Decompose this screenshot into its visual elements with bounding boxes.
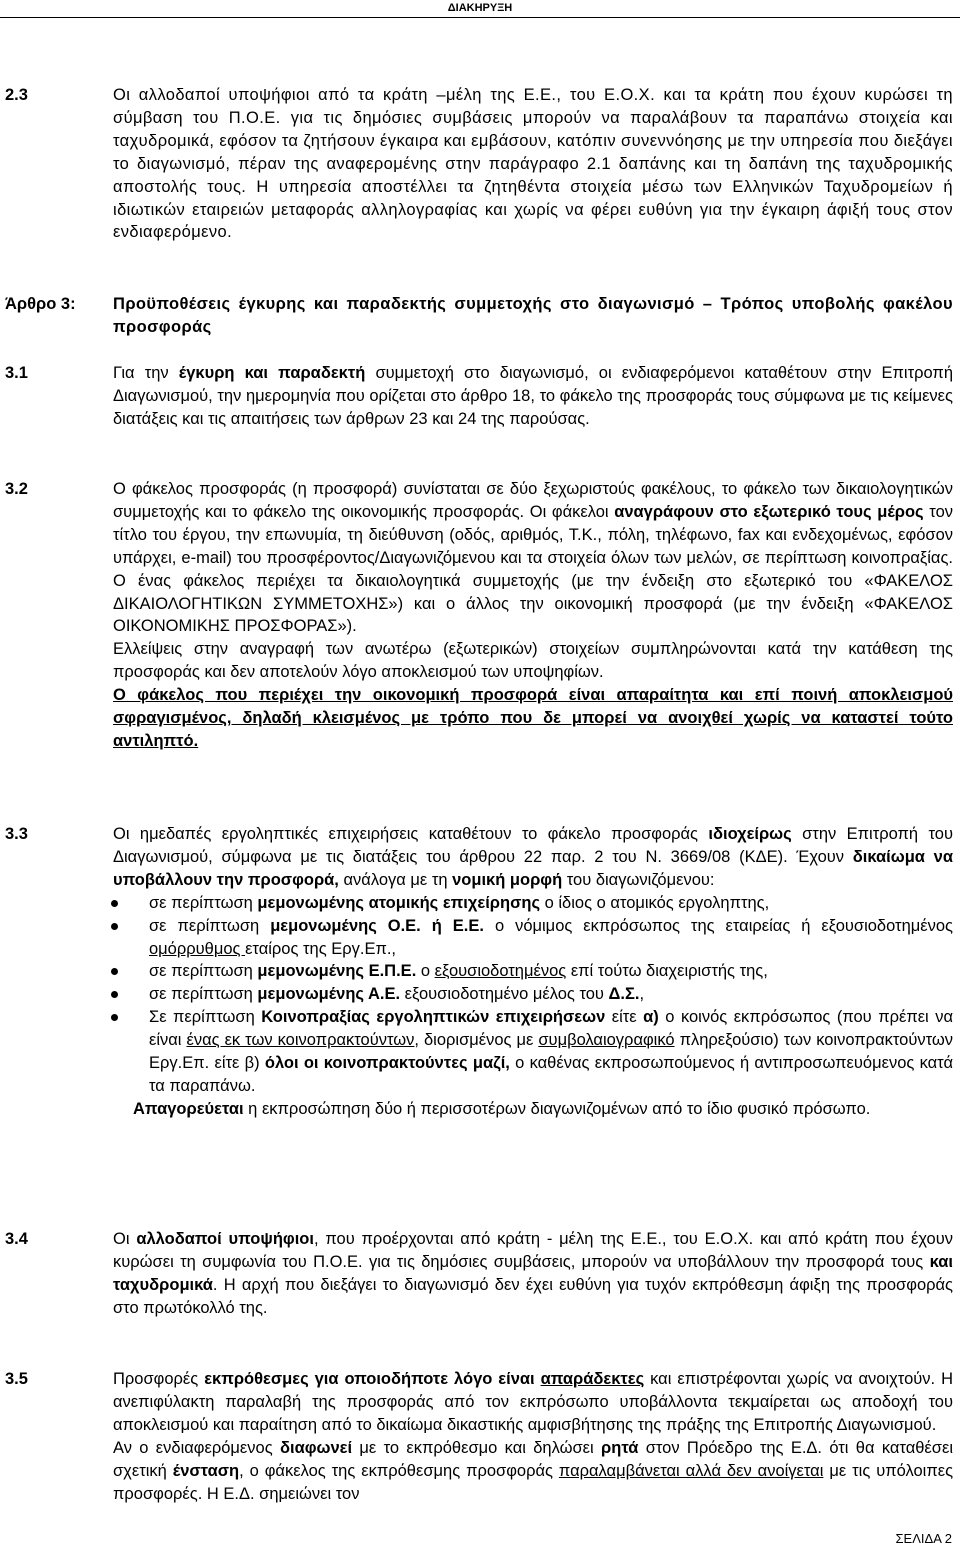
- text-run: ο νόμιμος εκπρόσωπος της εταιρείας ή εξουσιοδοτημένος: [483, 916, 953, 935]
- section-2-3-text: [113, 84, 953, 244]
- bold-run: Δ.Σ.: [608, 985, 640, 1004]
- text-run: τον τίτλο του έργου, την επωνυμία, τη διεύθυνση (οδός, αριθμός, Τ.Κ., πόλη, τηλέφωνο, fax και ενδεχομένως, εφόσον υπάρχει, e-mail) του προσφέροντος/Διαγωνιζόμενου και τα στοιχεία όλων των μελών, σε περίπτωση κοινοπραξίας. Ο ένας φάκελος περιέχει τα δικαιολογητικά συμμετοχής (με την ένδειξη στο εξωτερικό του «ΦΑΚΕΛΟΣ ΔΙΚΑΙΟΛΟΓΗΤΙΚΩΝ ΣΥΜΜΕΤΟΧΗΣ») και ο άλλος την οικονομική προσφορά (με την ένδειξη «ΦΑΚΕΛΟΣ ΟΙΚΟΝΟΜΙΚΗΣ ΠΡΟΣΦΟΡΑΣ»).: [113, 502, 953, 636]
- text-run: ο καθένας εκπροσωπούμενος ή αντιπροσωπευόμενος κατά τα παραπάνω.: [149, 1054, 953, 1095]
- text-run: Προσφορές: [113, 1370, 205, 1388]
- text-run: στην Επιτροπή του Διαγωνισμού, σύμφωνα με τις διατάξεις του άρθρου 22 παρ. 2 του Ν. 3669/08 (ΚΔΕ). Έχουν: [113, 825, 953, 866]
- text-run: Αν ο ενδιαφερόμενος: [113, 1438, 280, 1457]
- section-number-3-1: 3.1: [5, 364, 28, 382]
- legal-form-list: [105, 892, 953, 1098]
- bold-run: όλοι οι κοινοπρακτούντες μαζί,: [264, 1054, 510, 1073]
- text-run: σε περίπτωση: [149, 985, 258, 1004]
- bold-run: νομική μορφή: [452, 870, 563, 889]
- text-run: Για την: [113, 364, 179, 382]
- bold-run: μεμονωμένης Α.Ε.: [257, 985, 401, 1004]
- text-run: Ο φάκελος προσφοράς (η προσφορά) συνίσταται σε δύο ξεχωριστούς φακέλους, το φάκελο των δικαιολογητικών συμμετοχής και το φάκελο της οικονομικής προσφοράς. Οι φάκελοι: [113, 480, 953, 521]
- bold-run: και ταχυδρομικά: [113, 1252, 953, 1294]
- bold-run: δικαίωμα να υποβάλλουν την προσφορά,: [113, 847, 953, 889]
- section-3-2-paragraph-3: Ο φάκελος που περιέχει την οικονομική προσφορά είναι απαραίτητα και επί ποινή αποκλεισμού σφραγισμένος, δηλαδή κλεισμένος με τρόπο που δε μπορεί να ανοιχθεί χωρίς να καταστεί τούτο αντιληπτό.: [113, 686, 953, 750]
- bold-run: μεμονωμένης Ε.Π.Ε.: [257, 962, 417, 981]
- section-3-2-paragraph-1: [113, 478, 953, 638]
- section-3-3-text: [113, 823, 953, 1121]
- bold-run: αλλοδαποί υποψήφιοι: [136, 1230, 314, 1248]
- text-run: στον Πρόεδρο της Ε.Δ. ότι θα καταθέσει σχετική: [113, 1438, 953, 1480]
- text-run: , που προέρχονται από κράτη - μέλη της Ε.Ε., του Ε.Ο.Χ. και από κράτη που έχουν κυρώσει τη συμφωνία του Π.Ο.Ε. για τις δημόσιες συμβάσεις, μπορούν να υποβάλλουν την προσφορά τους: [113, 1230, 953, 1271]
- text-run: είτε: [605, 1008, 644, 1027]
- text-run: εξουσιοδοτημένο μέλος του: [400, 985, 609, 1004]
- text-run: η εκπροσώπηση δύο ή περισσοτέρων διαγωνιζομένων από το ίδιο φυσικό πρόσωπο.: [243, 1099, 871, 1118]
- text-run: ο: [416, 962, 435, 981]
- underlined-run: συμβολαιογραφικό: [538, 1031, 675, 1050]
- list-item: [105, 983, 953, 1006]
- section-number-3-2: 3.2: [5, 480, 28, 498]
- text-run: πληρεξούσιο) των κοινοπρακτούντων Εργ.Επ. είτε β): [149, 1031, 954, 1073]
- bold-run: α): [643, 1008, 659, 1027]
- bold-run: Κοινοπραξίας εργοληπτικών επιχειρήσεων: [261, 1008, 606, 1027]
- text-run: επί τούτω διαχειριστής της,: [566, 962, 768, 981]
- text-run: και επιστρέφονται χωρίς να ανοιχτούν. Η ανεπιφύλακτη παραλαβή της προσφοράς από τον εκπρόσωπο υποβάλλοντα τεκμαίρεται ως αποδοχή του αποκλεισμού και παραίτηση από το δικαίωμα δικαστικής αμφισβήτησης της πράξης της Επιτροπής Διαγωνισμού.: [113, 1370, 953, 1434]
- document-header: ΔΙΑΚΗΡΥΞΗ: [447, 2, 513, 14]
- text-run: σε περίπτωση: [149, 962, 258, 981]
- text-run: Οι: [113, 1230, 137, 1248]
- text-run: συμμετοχή στο διαγωνισμό, οι ενδιαφερόμενοι καταθέτουν στην Επιτροπή Διαγωνισμού, την ημερομηνία που ορίζεται στο άρθρο 18, το φάκελο της προσφοράς τους σύμφωνα με τις κείμενες διατάξεις και τις απαιτήσεις των άρθρων 23 και 24 της παρούσας.: [113, 364, 953, 428]
- section-3-3-intro: [113, 823, 953, 892]
- header-rule: [0, 17, 960, 18]
- section-3-5-paragraph-1: [113, 1368, 953, 1437]
- bold-run: εκπρόθεσμες για οποιοδήποτε λόγο είναι: [204, 1370, 535, 1388]
- bold-underlined-run: απαράδεκτες: [540, 1370, 645, 1388]
- text-run: ο ίδιος ο ατομικός εργοληπτης,: [540, 893, 770, 912]
- text-run: σε περίπτωση: [149, 893, 258, 912]
- bold-run: ρητά: [601, 1438, 639, 1457]
- text-run: σε περίπτωση: [149, 916, 271, 935]
- underlined-run: ένας εκ των κοινοπρακτούντων: [186, 1031, 415, 1050]
- article-3-title: Προϋποθέσεις έγκυρης και παραδεκτής συμμετοχής στο διαγωνισμό – Τρόπος υποβολής φακέλου προσφοράς: [113, 295, 953, 336]
- text-run: ο κοινός εκπρόσωπος (που πρέπει να είναι: [149, 1008, 953, 1050]
- section-3-3-closing: [133, 1098, 953, 1121]
- section-2-3-paragraph: Οι αλλοδαποί υποψήφιοι από τα κράτη –μέλη της Ε.Ε., του Ε.Ο.Χ. και τα κράτη που έχουν κυρώσει τη σύμβαση του Π.Ο.Ε. για τις δημόσιες συμβάσεις μπορούν να παραλάβουν τα παραπάνω στοιχεία και ταχυδρομικά, εφόσον τα ζητήσουν έγκαιρα και εμβάσουν, κατόπιν συνεννόησης με την υπηρεσία που διεξάγει το διαγωνισμό, πέραν της αναφερομένης στην παράγραφο 2.1 δαπάνης και τη δαπάνη της ταχυδρομικής αποστολής τους. Η υπηρεσία αποστέλλει τα ζητηθέντα στοιχεία μέσω των Ελληνικών Ταχυδρομείων ή ιδιωτικών εταιρειών μεταφοράς αλληλογραφίας και χωρίς να φέρει ευθύνη για την έγκαιρη άφιξή τους στον ενδιαφερόμενο.: [113, 86, 953, 242]
- article-3-label: Άρθρο 3:: [5, 295, 76, 313]
- section-number-3-4: 3.4: [5, 1230, 28, 1248]
- section-number-3-3: 3.3: [5, 825, 28, 843]
- bold-run: αναγράφουν στο εξωτερικό τους μέρος: [614, 502, 924, 521]
- list-item: [105, 1006, 953, 1098]
- bold-run: έγκυρη και παραδεκτή: [178, 364, 366, 382]
- text-run: . Η αρχή που διεξάγει το διαγωνισμό δεν έχει ευθύνη για τυχόν εκπρόθεσμη άφιξη της προσφοράς στο πρωτόκολλό της.: [113, 1275, 953, 1317]
- text-run: ανάλογα με τη: [338, 870, 453, 889]
- bold-run: ένσταση: [172, 1461, 240, 1480]
- text-run: εταίρος της Εργ.Επ.,: [245, 939, 397, 958]
- text-run: ,: [639, 985, 645, 1004]
- text-run: με το εκπρόθεσμο και δηλώσει: [352, 1438, 602, 1457]
- bold-run: διαφωνεί: [279, 1438, 353, 1457]
- underlined-run: ομόρρυθμος: [149, 939, 246, 958]
- section-3-5-paragraph-2: [113, 1437, 953, 1506]
- list-item: [105, 915, 953, 961]
- section-3-1-text: [113, 362, 953, 431]
- bold-run: Απαγορεύεται: [133, 1099, 244, 1118]
- bold-run: μεμονωμένης ατομικής επιχείρησης: [257, 893, 541, 912]
- section-3-4-text: [113, 1228, 953, 1320]
- text-run: Οι ημεδαπές εργοληπτικές επιχειρήσεις καταθέτουν το φάκελο προσφοράς: [113, 825, 709, 843]
- underlined-run: εξουσιοδοτημένος: [434, 962, 567, 981]
- text-run: του διαγωνιζόμενου:: [562, 870, 715, 889]
- section-3-1-paragraph: [113, 362, 953, 431]
- section-number-3-5: 3.5: [5, 1370, 28, 1388]
- list-item: [105, 892, 953, 915]
- bold-run: ιδιοχείρως: [708, 825, 792, 843]
- underlined-run: παραλαμβάνεται αλλά δεν ανοίγεται: [558, 1461, 824, 1480]
- page-number: ΣΕΛΙΔΑ 2: [895, 1531, 952, 1546]
- section-3-2-text: [113, 478, 953, 753]
- section-3-5-text: [113, 1368, 953, 1505]
- text-run: με τις υπόλοιπες προσφορές. Η Ε.Δ. σημειώνει τον: [113, 1461, 954, 1503]
- text-run: , ο φάκελος της εκπρόθεσμης προσφοράς: [239, 1461, 559, 1480]
- section-3-4-paragraph: [113, 1228, 953, 1320]
- section-3-2-paragraph-2: Ελλείψεις στην αναγραφή των ανωτέρω (εξωτερικών) στοιχείων συμπληρώνονται κατά την κατάθεση της προσφοράς και δεν αποτελούν λόγο αποκλεισμού των υποψηφίων.: [113, 640, 953, 682]
- section-number-2-3: 2.3: [5, 86, 28, 104]
- list-item: [105, 960, 953, 983]
- bold-run: μεμονωμένης Ο.Ε. ή Ε.Ε.: [270, 916, 484, 935]
- text-run: Σε περίπτωση: [149, 1008, 262, 1027]
- text-run: , διορισμένος με: [414, 1031, 539, 1050]
